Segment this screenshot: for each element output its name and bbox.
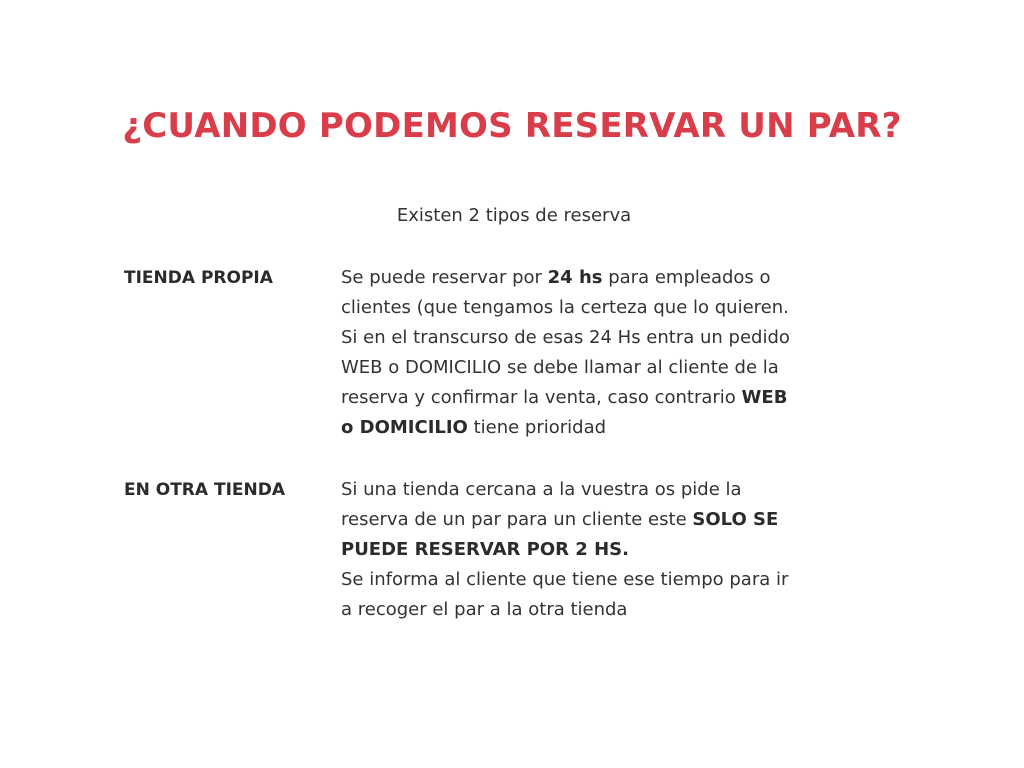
text-run: reserva y confirmar la venta, caso contrario — [341, 387, 742, 408]
bold-text-run: o DOMICILIO — [341, 417, 468, 438]
text-line — [341, 263, 901, 293]
text-run: Se informa al cliente que tiene ese tiempo para ir — [341, 569, 789, 590]
text-line — [341, 535, 901, 565]
text-run: Si una tienda cercana a la vuestra os pide la — [341, 479, 742, 500]
section-label-tienda-propia: TIENDA PROPIA — [124, 268, 273, 288]
text-line — [341, 383, 901, 413]
text-line — [341, 413, 901, 443]
text-line — [341, 565, 901, 595]
text-run: Se puede reservar por — [341, 267, 548, 288]
text-run: tiene prioridad — [467, 417, 607, 438]
text-line — [341, 505, 901, 535]
subtitle: Existen 2 tipos de reserva — [396, 205, 632, 226]
bold-text-run: PUEDE RESERVAR POR 2 HS. — [341, 539, 629, 560]
text-line — [341, 475, 901, 505]
text-line — [341, 353, 901, 383]
bold-text-run: 24 hs — [547, 267, 603, 288]
bold-text-run: SOLO SE — [692, 509, 779, 530]
text-line — [341, 323, 901, 353]
bold-text-run: WEB — [741, 387, 788, 408]
text-run: para empleados o — [602, 267, 771, 288]
text-run: reserva de un par para un cliente este — [341, 509, 693, 530]
text-run: a recoger el par a la otra tienda — [341, 599, 628, 620]
text-run: Si en el transcurso de esas 24 Hs entra un pedido — [341, 327, 790, 348]
section-text-tienda-propia — [341, 263, 901, 443]
text-line — [341, 595, 901, 625]
section-label-en-otra-tienda: EN OTRA TIENDA — [124, 480, 286, 500]
text-line — [341, 293, 901, 323]
text-run: WEB o DOMICILIO se debe llamar al cliente de la — [341, 357, 779, 378]
page-title: ¿CUANDO PODEMOS RESERVAR UN PAR? — [122, 106, 902, 146]
text-run: clientes (que tengamos la certeza que lo quieren. — [341, 297, 789, 318]
section-text-en-otra-tienda — [341, 475, 901, 625]
